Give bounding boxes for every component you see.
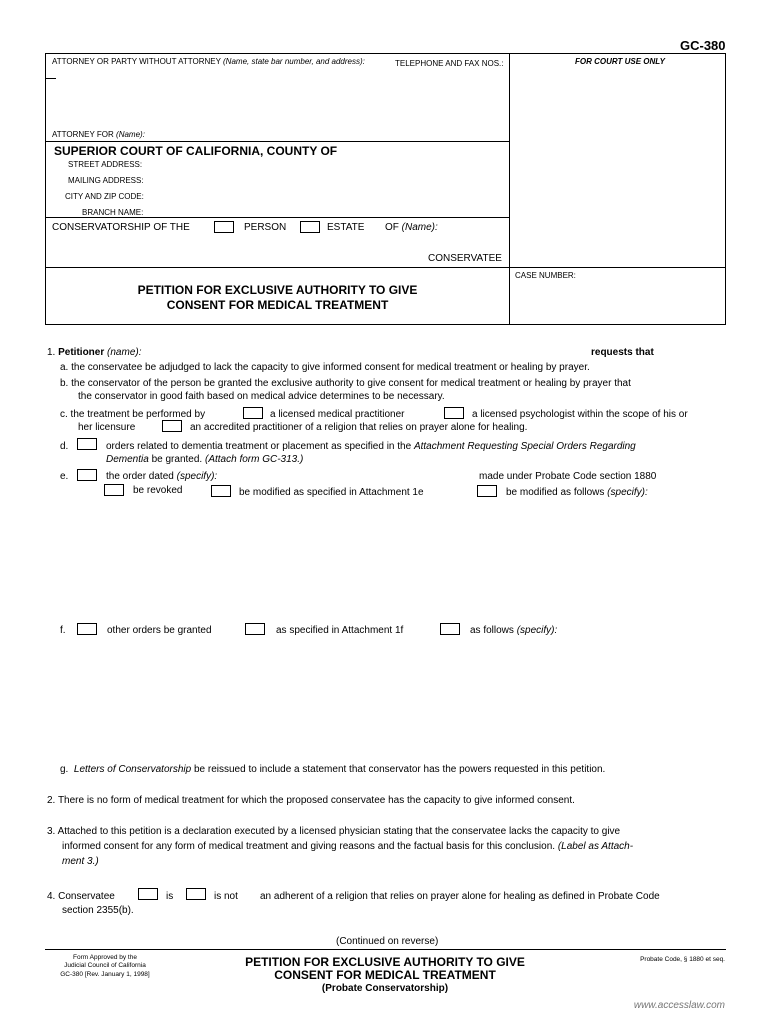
person-checkbox[interactable] — [214, 221, 234, 233]
dementia-orders-checkbox[interactable] — [77, 438, 97, 450]
medical-practitioner-checkbox[interactable] — [243, 407, 263, 419]
estate-checkbox[interactable] — [300, 221, 320, 233]
continued-label: (Continued on reverse) — [336, 936, 439, 947]
branch-name-label: BRANCH NAME: — [82, 208, 144, 217]
form-approved-line3: GC-380 [Rev. January 1, 1998] — [60, 971, 150, 978]
is-checkbox[interactable] — [138, 888, 158, 900]
city-zip-label: CITY AND ZIP CODE: — [65, 192, 144, 201]
item-1d-line2: Dementia be granted. (Attach form GC-313.) — [106, 454, 304, 465]
psychologist-label: a licensed psychologist within the scope of his or — [472, 409, 688, 420]
footer-rule — [45, 949, 726, 950]
conservatee-label: CONSERVATEE — [428, 253, 502, 264]
modified-follows-checkbox[interactable] — [477, 485, 497, 497]
item-4-label: 4. Conservatee — [47, 891, 115, 902]
made-under-label: made under Probate Code section 1880 — [479, 471, 657, 482]
of-name-label: OF (Name): — [385, 222, 438, 233]
item-1a: a. the conservatee be adjudged to lack the capacity to give informed consent for medical treatment or healing by prayer. — [60, 362, 590, 373]
footer-title-line1: PETITION FOR EXCLUSIVE AUTHORITY TO GIVE — [245, 955, 525, 969]
item-1c-line2: her licensure — [78, 422, 136, 433]
religious-practitioner-label: an accredited practitioner of a religion that relies on prayer alone for healing. — [190, 422, 528, 433]
revoked-label: be revoked — [133, 485, 183, 496]
watermark: www.accesslaw.com — [633, 1000, 725, 1011]
item-1f-letter: f. — [60, 625, 66, 636]
item-1b-line2: the conservator in good faith based on medical advice determines to be necessary. — [78, 391, 445, 402]
item-4-text: an adherent of a religion that relies on prayer alone for healing as defined in Probate Code — [260, 891, 660, 902]
as-follows-checkbox[interactable] — [440, 623, 460, 635]
item-3-line2: informed consent for any form of medical treatment and giving reasons and the factual basis for this conclusion. (Label as Attach- — [62, 841, 634, 852]
modified-follows-label: be modified as follows (specify): — [506, 487, 648, 498]
modified-attachment-label: be modified as specified in Attachment 1e — [239, 487, 424, 498]
person-label: PERSON — [244, 222, 287, 233]
court-use-label: FOR COURT USE ONLY — [575, 57, 665, 66]
attachment-1f-label: as specified in Attachment 1f — [276, 625, 404, 636]
order-dated-checkbox[interactable] — [77, 469, 97, 481]
phone-label: TELEPHONE AND FAX NOS.: — [395, 59, 504, 68]
other-orders-label: other orders be granted — [107, 625, 212, 636]
item-3-line1: 3. Attached to this petition is a declaration executed by a licensed physician stating that the conservatee lacks the capacity to give — [47, 826, 621, 837]
item-1d-letter: d. — [60, 441, 69, 452]
requests-that-label: requests that — [591, 347, 654, 358]
modified-attachment-checkbox[interactable] — [211, 485, 231, 497]
court-name: SUPERIOR COURT OF CALIFORNIA, COUNTY OF — [54, 144, 338, 158]
as-follows-label: as follows (specify): — [470, 625, 558, 636]
item-2: 2. There is no form of medical treatment for which the proposed conservatee has the capacity to give informed consent. — [47, 795, 575, 806]
order-dated-label: the order dated (specify): — [106, 471, 218, 482]
item-4-line2: section 2355(b). — [62, 905, 134, 916]
item-1d-line1: orders related to dementia treatment or placement as specified in the Attachment Requesting Special Orders Regarding — [106, 441, 636, 452]
other-orders-checkbox[interactable] — [77, 623, 97, 635]
item-3-line3: ment 3.) — [62, 856, 99, 867]
item-1e-letter: e. — [60, 471, 69, 482]
medical-practitioner-label: a licensed medical practitioner — [270, 409, 405, 420]
item-1c-line1: c. the treatment be performed by — [60, 409, 206, 420]
conservatorship-of-label: CONSERVATORSHIP OF THE — [52, 222, 190, 233]
attachment-1f-checkbox[interactable] — [245, 623, 265, 635]
estate-label: ESTATE — [327, 222, 365, 233]
attorney-for-label: ATTORNEY FOR (Name): — [52, 130, 145, 139]
religious-practitioner-checkbox[interactable] — [162, 420, 182, 432]
revoked-checkbox[interactable] — [104, 484, 124, 496]
item-1b-line1: b. the conservator of the person be granted the exclusive authority to give consent for medical treatment or healing by prayer that — [60, 378, 631, 389]
case-number-label: CASE NUMBER: — [515, 271, 576, 280]
document-title-line1: PETITION FOR EXCLUSIVE AUTHORITY TO GIVE — [137, 283, 418, 297]
psychologist-checkbox[interactable] — [444, 407, 464, 419]
form-number: GC-380 — [680, 38, 726, 53]
probate-code-ref: Probate Code, § 1880 et seq. — [640, 956, 725, 963]
footer-title-line3: (Probate Conservatorship) — [321, 983, 449, 994]
form-approved-line2: Judicial Council of California — [64, 962, 146, 969]
attorney-label: ATTORNEY OR PARTY WITHOUT ATTORNEY (Name, state bar number, and address): — [52, 57, 365, 66]
is-not-checkbox[interactable] — [186, 888, 206, 900]
document-title-line2: CONSENT FOR MEDICAL TREATMENT — [166, 298, 389, 312]
street-address-label: STREET ADDRESS: — [68, 160, 143, 169]
form-approved-line1: Form Approved by the — [73, 954, 137, 961]
item-1-heading: 1. Petitioner (name): — [47, 347, 142, 358]
item-1g: g. Letters of Conservatorship be reissued to include a statement that conservator has the powers requested in this petition. — [60, 764, 606, 775]
mailing-address-label: MAILING ADDRESS: — [68, 176, 144, 185]
footer-title-line2: CONSENT FOR MEDICAL TREATMENT — [274, 968, 496, 982]
is-not-label: is not — [214, 891, 238, 902]
is-label: is — [166, 891, 174, 902]
